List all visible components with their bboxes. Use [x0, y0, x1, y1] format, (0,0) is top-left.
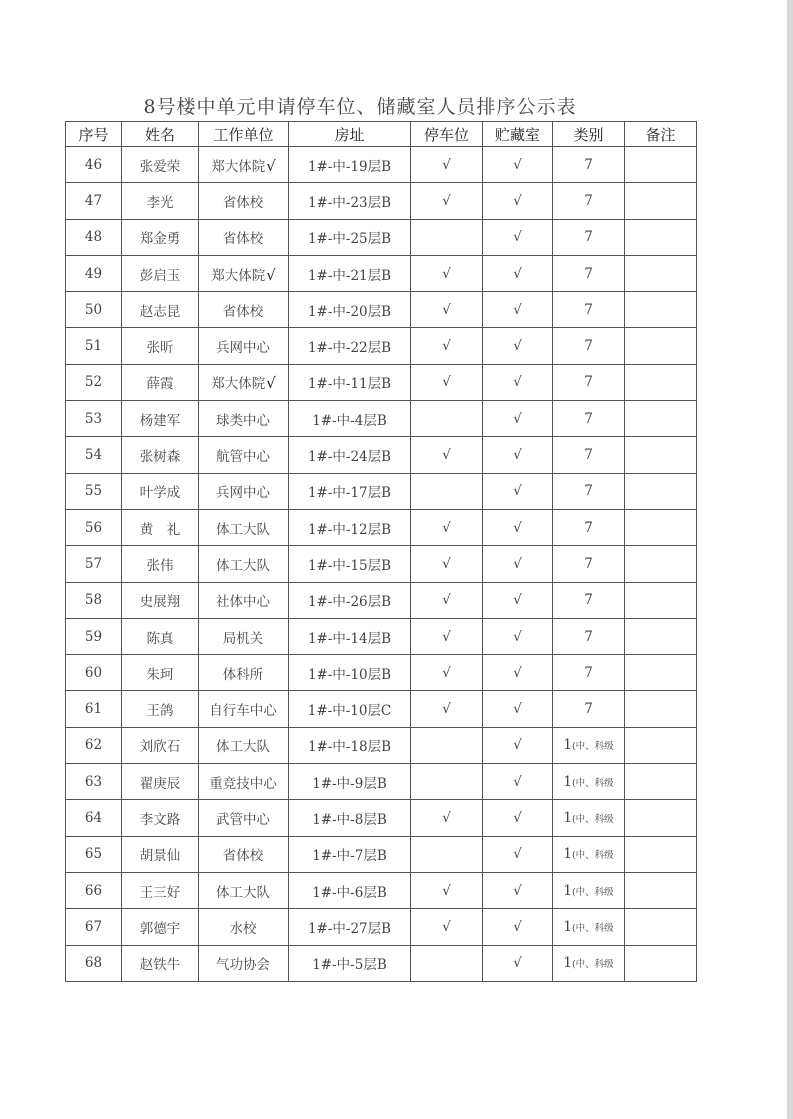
cell-category — [553, 945, 625, 981]
cell-remark — [625, 255, 697, 291]
cell-unit-text: 社体中心 — [216, 594, 270, 611]
cell-category — [553, 691, 625, 727]
header-row — [66, 122, 697, 147]
cell-no: 62 — [66, 727, 122, 763]
cell-room: 1#-中-9层B — [289, 764, 411, 800]
cell-room: 1#-中-14层B — [289, 618, 411, 654]
cell-unit — [199, 655, 289, 691]
cell-storage: √ — [483, 618, 553, 654]
header-unit: 工作单位 — [199, 122, 289, 147]
handwritten-check-mark: √ — [266, 156, 276, 175]
cell-parking: √ — [411, 292, 483, 328]
cell-no: 46 — [66, 147, 122, 183]
cell-unit-text: 省体校 — [222, 194, 264, 211]
cell-name: 李光 — [122, 183, 199, 219]
cell-storage: √ — [483, 183, 553, 219]
cell-storage: √ — [483, 364, 553, 400]
cell-room: 1#-中-27层B — [289, 909, 411, 945]
cell-category-value: 7 — [584, 229, 593, 246]
cell-category — [553, 836, 625, 872]
cell-remark — [625, 546, 697, 582]
cell-parking: √ — [411, 437, 483, 473]
cell-name: 王鸽 — [122, 691, 199, 727]
cell-remark — [625, 582, 697, 618]
cell-parking: √ — [411, 328, 483, 364]
cell-category-value: 1 — [563, 882, 572, 899]
cell-unit — [199, 691, 289, 727]
cell-storage: √ — [483, 328, 553, 364]
header-no: 序号 — [66, 122, 122, 147]
cell-storage: √ — [483, 401, 553, 437]
cell-parking — [411, 836, 483, 872]
cell-category — [553, 582, 625, 618]
cell-unit-text: 省体校 — [222, 231, 264, 248]
cell-category — [553, 618, 625, 654]
cell-parking — [411, 473, 483, 509]
cell-no: 50 — [66, 292, 122, 328]
cell-unit — [199, 328, 289, 364]
cell-category — [553, 800, 625, 836]
cell-room: 1#-中-26层B — [289, 582, 411, 618]
cell-parking — [411, 219, 483, 255]
cell-unit-text: 郑大体院 — [211, 158, 266, 175]
cell-room: 1#-中-10层C — [289, 691, 411, 727]
cell-parking: √ — [411, 147, 483, 183]
cell-unit — [199, 219, 289, 255]
table-row — [66, 401, 697, 437]
cell-storage: √ — [483, 147, 553, 183]
page-title: 8号楼中单元申请停车位、储藏室人员排序公示表 — [143, 96, 577, 118]
header-room: 房址 — [289, 122, 411, 147]
cell-unit-text: 气功协会 — [216, 957, 270, 974]
cell-storage: √ — [483, 764, 553, 800]
cell-room: 1#-中-25层B — [289, 219, 411, 255]
cell-category-value: 7 — [584, 483, 593, 500]
table-row — [66, 364, 697, 400]
cell-unit-text: 省体校 — [222, 303, 264, 320]
cell-unit — [199, 473, 289, 509]
cell-remark — [625, 655, 697, 691]
cell-unit-text: 武管中心 — [216, 811, 270, 828]
cell-storage: √ — [483, 509, 553, 545]
cell-no: 52 — [66, 364, 122, 400]
cell-storage: √ — [483, 437, 553, 473]
cell-room: 1#-中-22层B — [289, 328, 411, 364]
roster-body — [66, 147, 697, 982]
cell-unit — [199, 546, 289, 582]
cell-name: 陈真 — [122, 618, 199, 654]
roster-table — [65, 121, 697, 982]
cell-unit-text: 体工大队 — [216, 521, 270, 538]
cell-unit-text: 兵网中心 — [216, 340, 270, 357]
table-row — [66, 509, 697, 545]
cell-name: 王三好 — [122, 872, 199, 908]
cell-category — [553, 255, 625, 291]
cell-category-sub: (中、科级 — [571, 777, 614, 789]
cell-unit — [199, 909, 289, 945]
cell-remark — [625, 872, 697, 908]
cell-storage: √ — [483, 655, 553, 691]
cell-room: 1#-中-8层B — [289, 800, 411, 836]
header-parking: 停车位 — [411, 122, 483, 147]
cell-unit — [199, 872, 289, 908]
cell-remark — [625, 800, 697, 836]
cell-category-sub: (中、科级 — [571, 741, 614, 753]
cell-room: 1#-中-15层B — [289, 546, 411, 582]
cell-room: 1#-中-18层B — [289, 727, 411, 763]
cell-category — [553, 401, 625, 437]
cell-unit — [199, 618, 289, 654]
cell-category-sub: (中、科级 — [571, 850, 614, 862]
cell-remark — [625, 836, 697, 872]
cell-unit — [199, 945, 289, 981]
handwritten-check-mark: √ — [266, 265, 276, 284]
cell-unit-text: 航管中心 — [216, 449, 270, 466]
cell-no: 60 — [66, 655, 122, 691]
cell-category-sub: (中、科级 — [571, 813, 614, 825]
table-row — [66, 655, 697, 691]
cell-name: 薛霞 — [122, 364, 199, 400]
cell-no: 68 — [66, 945, 122, 981]
cell-room: 1#-中-21层B — [289, 255, 411, 291]
cell-unit-text: 局机关 — [222, 630, 264, 647]
cell-no: 53 — [66, 401, 122, 437]
table-row — [66, 147, 697, 183]
cell-category-value: 1 — [563, 918, 572, 935]
table-row — [66, 800, 697, 836]
cell-parking: √ — [411, 509, 483, 545]
cell-storage: √ — [483, 800, 553, 836]
cell-no: 61 — [66, 691, 122, 727]
cell-category — [553, 764, 625, 800]
cell-name: 郑金勇 — [122, 219, 199, 255]
cell-category — [553, 183, 625, 219]
cell-remark — [625, 219, 697, 255]
header-category: 类别 — [553, 122, 625, 147]
table-row — [66, 292, 697, 328]
header-remark: 备注 — [625, 122, 697, 147]
cell-category-value: 7 — [584, 156, 593, 173]
cell-parking: √ — [411, 255, 483, 291]
cell-parking: √ — [411, 364, 483, 400]
cell-remark — [625, 437, 697, 473]
cell-name: 彭启玉 — [122, 255, 199, 291]
cell-unit — [199, 582, 289, 618]
cell-category-value: 1 — [563, 773, 572, 790]
cell-parking — [411, 401, 483, 437]
cell-unit-text: 体工大队 — [216, 884, 270, 901]
cell-no: 59 — [66, 618, 122, 654]
table-row — [66, 255, 697, 291]
cell-name: 李文路 — [122, 800, 199, 836]
table-row — [66, 546, 697, 582]
cell-remark — [625, 764, 697, 800]
cell-parking — [411, 727, 483, 763]
cell-name: 赵志昆 — [122, 292, 199, 328]
cell-name: 刘欣石 — [122, 727, 199, 763]
cell-category-value: 7 — [584, 664, 593, 681]
cell-unit — [199, 437, 289, 473]
cell-no: 47 — [66, 183, 122, 219]
cell-remark — [625, 292, 697, 328]
cell-unit-text: 体工大队 — [216, 557, 270, 574]
cell-room: 1#-中-5层B — [289, 945, 411, 981]
cell-category — [553, 655, 625, 691]
cell-remark — [625, 945, 697, 981]
cell-remark — [625, 183, 697, 219]
cell-category-value: 7 — [584, 519, 593, 536]
cell-unit-text: 省体校 — [222, 848, 264, 865]
cell-unit-text: 体工大队 — [216, 739, 270, 756]
cell-remark — [625, 618, 697, 654]
cell-unit-text: 郑大体院 — [211, 376, 266, 393]
cell-category-value: 1 — [563, 809, 572, 826]
cell-no: 58 — [66, 582, 122, 618]
cell-unit-text: 体科所 — [222, 666, 264, 683]
cell-category-value: 1 — [563, 846, 572, 863]
cell-category — [553, 147, 625, 183]
cell-storage: √ — [483, 727, 553, 763]
cell-room: 1#-中-23层B — [289, 183, 411, 219]
cell-name: 张伟 — [122, 546, 199, 582]
cell-name: 翟庚辰 — [122, 764, 199, 800]
cell-room: 1#-中-10层B — [289, 655, 411, 691]
cell-no: 54 — [66, 437, 122, 473]
cell-room: 1#-中-24层B — [289, 437, 411, 473]
cell-room: 1#-中-12层B — [289, 509, 411, 545]
cell-unit-text: 重竞技中心 — [209, 775, 277, 792]
table-row — [66, 945, 697, 981]
cell-unit — [199, 727, 289, 763]
cell-storage: √ — [483, 691, 553, 727]
cell-unit — [199, 147, 289, 183]
cell-category-sub: (中、科级 — [571, 959, 614, 971]
cell-storage: √ — [483, 836, 553, 872]
cell-room: 1#-中-11层B — [289, 364, 411, 400]
cell-category — [553, 219, 625, 255]
cell-category-value: 1 — [563, 955, 572, 972]
cell-category — [553, 727, 625, 763]
table-row — [66, 582, 697, 618]
cell-category — [553, 437, 625, 473]
cell-category — [553, 328, 625, 364]
cell-name: 赵铁牛 — [122, 945, 199, 981]
cell-category-value: 7 — [584, 447, 593, 464]
cell-no: 66 — [66, 872, 122, 908]
cell-category — [553, 546, 625, 582]
table-row — [66, 473, 697, 509]
cell-unit — [199, 292, 289, 328]
cell-storage: √ — [483, 255, 553, 291]
cell-room: 1#-中-19层B — [289, 147, 411, 183]
cell-parking: √ — [411, 582, 483, 618]
cell-name: 史展翔 — [122, 582, 199, 618]
cell-category — [553, 509, 625, 545]
cell-storage: √ — [483, 872, 553, 908]
cell-parking: √ — [411, 183, 483, 219]
cell-parking — [411, 764, 483, 800]
cell-category-value: 7 — [584, 410, 593, 427]
cell-category-value: 7 — [584, 592, 593, 609]
cell-name: 朱珂 — [122, 655, 199, 691]
cell-parking: √ — [411, 546, 483, 582]
table-row — [66, 219, 697, 255]
cell-name: 杨建军 — [122, 401, 199, 437]
cell-unit — [199, 401, 289, 437]
table-row — [66, 328, 697, 364]
cell-category — [553, 364, 625, 400]
cell-remark — [625, 328, 697, 364]
cell-parking: √ — [411, 872, 483, 908]
cell-remark — [625, 401, 697, 437]
header-name: 姓名 — [122, 122, 199, 147]
cell-parking — [411, 945, 483, 981]
cell-unit — [199, 800, 289, 836]
cell-parking: √ — [411, 909, 483, 945]
cell-room: 1#-中-17层B — [289, 473, 411, 509]
cell-unit-text: 郑大体院 — [211, 267, 266, 284]
cell-category-value: 7 — [584, 701, 593, 718]
cell-category — [553, 909, 625, 945]
cell-category-value: 7 — [584, 265, 593, 282]
cell-category-value: 7 — [584, 628, 593, 645]
cell-no: 65 — [66, 836, 122, 872]
handwritten-check-mark: √ — [266, 374, 276, 393]
cell-unit-text: 自行车中心 — [209, 703, 277, 720]
table-row — [66, 909, 697, 945]
cell-remark — [625, 473, 697, 509]
cell-no: 48 — [66, 219, 122, 255]
cell-category-value: 7 — [584, 192, 593, 209]
cell-storage: √ — [483, 292, 553, 328]
table-row — [66, 764, 697, 800]
cell-category-value: 7 — [584, 555, 593, 572]
cell-remark — [625, 147, 697, 183]
cell-no: 56 — [66, 509, 122, 545]
cell-category — [553, 872, 625, 908]
cell-storage: √ — [483, 473, 553, 509]
cell-name: 张爱荣 — [122, 147, 199, 183]
cell-parking: √ — [411, 655, 483, 691]
cell-no: 55 — [66, 473, 122, 509]
cell-unit — [199, 183, 289, 219]
cell-storage: √ — [483, 546, 553, 582]
table-row — [66, 618, 697, 654]
cell-no: 67 — [66, 909, 122, 945]
cell-parking: √ — [411, 800, 483, 836]
cell-unit-text: 兵网中心 — [216, 485, 270, 502]
cell-category — [553, 292, 625, 328]
cell-category-value: 1 — [563, 737, 572, 754]
cell-unit — [199, 836, 289, 872]
cell-no: 49 — [66, 255, 122, 291]
cell-remark — [625, 909, 697, 945]
cell-category-value: 7 — [584, 374, 593, 391]
table-row — [66, 183, 697, 219]
table-row — [66, 691, 697, 727]
cell-unit — [199, 764, 289, 800]
cell-remark — [625, 727, 697, 763]
cell-room: 1#-中-4层B — [289, 401, 411, 437]
table-row — [66, 727, 697, 763]
cell-remark — [625, 509, 697, 545]
cell-category-value: 7 — [584, 301, 593, 318]
cell-storage: √ — [483, 909, 553, 945]
cell-unit-text: 水校 — [229, 920, 257, 937]
cell-category — [553, 473, 625, 509]
cell-category-sub: (中、科级 — [571, 886, 614, 898]
cell-unit — [199, 509, 289, 545]
cell-room: 1#-中-6层B — [289, 872, 411, 908]
page-edge — [787, 0, 793, 1119]
cell-no: 57 — [66, 546, 122, 582]
cell-name: 胡景仙 — [122, 836, 199, 872]
cell-unit — [199, 364, 289, 400]
cell-name: 黄 礼 — [122, 509, 199, 545]
cell-storage: √ — [483, 945, 553, 981]
cell-no: 63 — [66, 764, 122, 800]
cell-name: 张昕 — [122, 328, 199, 364]
cell-parking: √ — [411, 618, 483, 654]
cell-category-value: 7 — [584, 338, 593, 355]
table-row — [66, 872, 697, 908]
cell-name: 张树森 — [122, 437, 199, 473]
table-row — [66, 836, 697, 872]
cell-room: 1#-中-7层B — [289, 836, 411, 872]
cell-storage: √ — [483, 219, 553, 255]
cell-remark — [625, 691, 697, 727]
cell-name: 叶学成 — [122, 473, 199, 509]
cell-storage: √ — [483, 582, 553, 618]
cell-remark — [625, 364, 697, 400]
cell-no: 51 — [66, 328, 122, 364]
cell-parking: √ — [411, 691, 483, 727]
cell-category-sub: (中、科级 — [571, 922, 614, 934]
cell-name: 郭德宇 — [122, 909, 199, 945]
cell-no: 64 — [66, 800, 122, 836]
table-row — [66, 437, 697, 473]
cell-unit — [199, 255, 289, 291]
header-storage: 贮藏室 — [483, 122, 553, 147]
cell-unit-text: 球类中心 — [216, 412, 270, 429]
cell-room: 1#-中-20层B — [289, 292, 411, 328]
